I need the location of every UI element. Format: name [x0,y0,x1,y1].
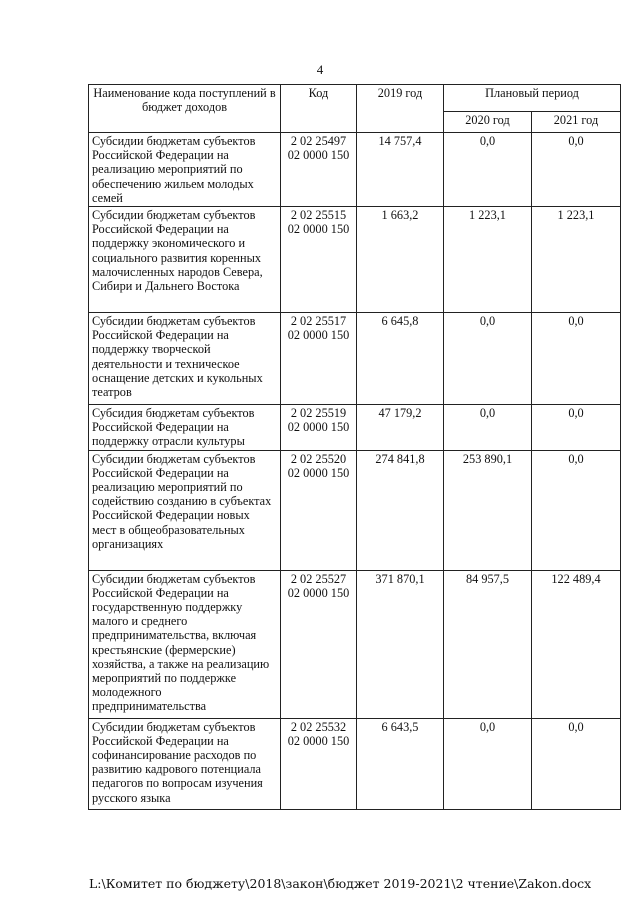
row-value-2021: 0,0 [532,450,621,570]
row-value-2019: 47 179,2 [357,405,444,451]
header-2021: 2021 год [532,112,621,133]
page-number: 4 [316,62,324,77]
row-value-2019: 6 643,5 [357,718,444,809]
row-value-2021: 0,0 [532,718,621,809]
row-code: 2 02 25517 02 0000 150 [281,313,357,405]
header-plan-period: Плановый период [444,85,621,112]
row-name: Субсидии бюджетам субъектов Российской Федерации на реализацию мероприятий по содействию созданию в субъектах Российской Федерации новых мест в общеобразовательных организациях [89,450,281,570]
header-code: Код [281,85,357,133]
table-row [89,570,621,718]
row-value-2019: 6 645,8 [357,313,444,405]
document-file-path: L:\Комитет по бюджету\2018\закон\бюджет 2019-2021\2 чтение\Zakon.docx [89,876,592,891]
row-value-2020: 0,0 [444,718,532,809]
table-row [89,207,621,313]
row-value-2020: 1 223,1 [444,207,532,313]
row-code: 2 02 25520 02 0000 150 [281,450,357,570]
budget-revenue-table [88,84,621,810]
row-value-2021: 122 489,4 [532,570,621,718]
row-code: 2 02 25532 02 0000 150 [281,718,357,809]
table-row [89,313,621,405]
row-value-2019: 1 663,2 [357,207,444,313]
row-value-2019: 14 757,4 [357,133,444,207]
row-value-2021: 0,0 [532,133,621,207]
row-value-2021: 0,0 [532,313,621,405]
row-value-2019: 274 841,8 [357,450,444,570]
row-name: Субсидии бюджетам субъектов Российской Федерации на поддержку экономического и социального развития коренных малочисленных народов Севера, Сибири и Дальнего Востока [89,207,281,313]
row-value-2020: 0,0 [444,133,532,207]
table-header-row [89,85,621,112]
row-code: 2 02 25527 02 0000 150 [281,570,357,718]
row-value-2021: 1 223,1 [532,207,621,313]
row-code: 2 02 25515 02 0000 150 [281,207,357,313]
row-name: Субсидия бюджетам субъектов Российской Федерации на поддержку отрасли культуры [89,405,281,451]
row-name: Субсидии бюджетам субъектов Российской Федерации на поддержку творческой деятельности и техническое оснащение детских и кукольных театров [89,313,281,405]
header-2020: 2020 год [444,112,532,133]
row-code: 2 02 25497 02 0000 150 [281,133,357,207]
header-2019: 2019 год [357,85,444,133]
table-row [89,450,621,570]
table-row [89,133,621,207]
row-code: 2 02 25519 02 0000 150 [281,405,357,451]
row-value-2020: 84 957,5 [444,570,532,718]
table-row [89,405,621,451]
row-value-2019: 371 870,1 [357,570,444,718]
header-name: Наименование кода поступлений в бюджет доходов [89,85,281,133]
row-value-2020: 253 890,1 [444,450,532,570]
table-row [89,718,621,809]
row-name: Субсидии бюджетам субъектов Российской Федерации на софинансирование расходов по развитию кадрового потенциала педагогов по вопросам изучения русского языка [89,718,281,809]
row-value-2020: 0,0 [444,405,532,451]
row-name: Субсидии бюджетам субъектов Российской Федерации на государственную поддержку малого и среднего предпринимательства, включая крестьянские (фермерские) хозяйства, а также на реализацию мероприятий по поддержке молодежного предпринимательства [89,570,281,718]
row-name: Субсидии бюджетам субъектов Российской Федерации на реализацию мероприятий по обеспечению жильем молодых семей [89,133,281,207]
row-value-2021: 0,0 [532,405,621,451]
row-value-2020: 0,0 [444,313,532,405]
